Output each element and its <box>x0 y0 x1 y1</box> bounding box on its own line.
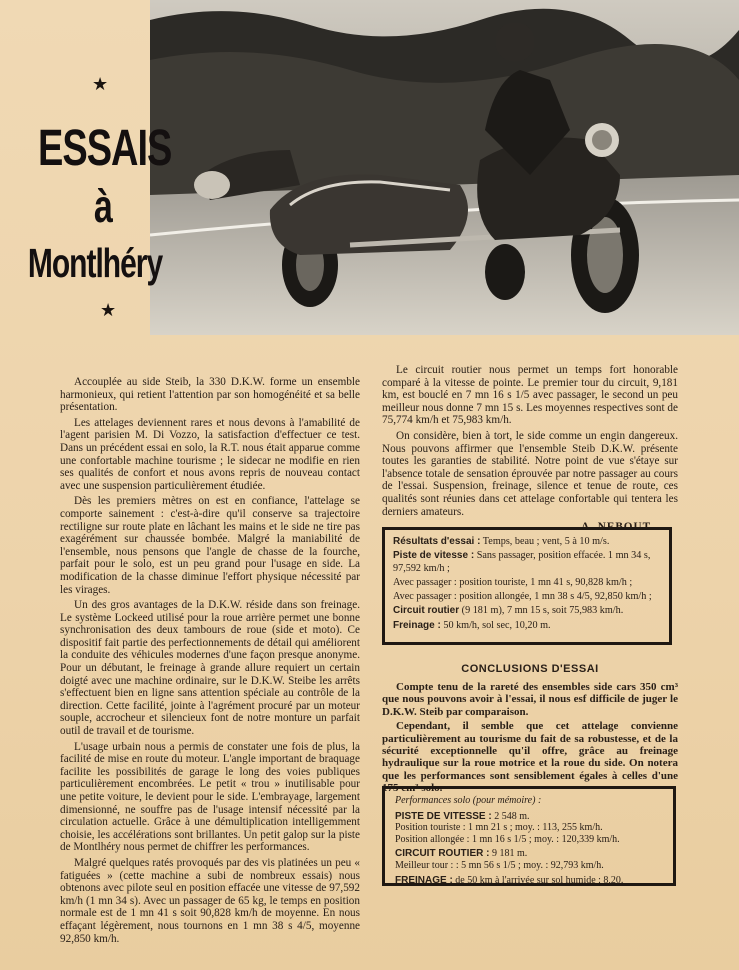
result-row: Freinage : 50 km/h, sol sec, 10,20 m. <box>393 619 551 631</box>
star-icon: ★ <box>92 74 109 95</box>
paragraph: Cependant, il semble que cet attelage convienne particulièrement au tourisme du fait de sa robustesse, et de la sécurité exceptionnelle qu'il offre, grâce au freinage hydraulique sur la roue motrice et la roue du side. On notera que les performances sont sensiblement égales à celles d'une 175 cm³ solo. <box>382 720 678 795</box>
paragraph: Dès les premiers mètres on est en confiance, l'attelage se comporte sainement : c'est-à-dire qu'il conserve sa trajectoire rectiligne sur route plate en lâchant les mains et le side ne tire pas exagérément sur chaussée bombée. Malgré la maniabilité de l'ensemble, nous pensons que l'angle de chasse de la fourche, parfait pour le solo, est un peu grand pour l'usage en side. La modification de la chasse diminue l'effort physique nécessité par les virages. <box>60 495 360 596</box>
paragraph: Un des gros avantages de la D.K.W. réside dans son freinage. Le système Lockeed utilisé pour la roue arrière permet une bonne synchronisation des deux tambours de roue (side et moto). Ce dispositif fait partie des perfectionnements de détail qui améliorent la conduite des véhicules modernes d'une façon presque anonyme. Pour un débutant, le freinage à grande allure requiert un certain doigté avec une machine ordinaire, sur le D.K.W. Steibe les arrêts s'effectuent bien en ligne sans attention spéciale au contrôle de la direction. Cette facilité, jointe à l'agrément procuré par un moteur souple, accrocheur et silencieux font de notre monture un parfait outil de travail et de tourisme. <box>60 599 360 738</box>
conclusions-title: CONCLUSIONS D'ESSAI <box>461 663 599 675</box>
article-left-column <box>60 376 360 948</box>
solo-box-heading: Performances solo (pour mémoire) : <box>395 795 542 806</box>
title-line-1: ESSAIS <box>38 120 172 178</box>
article-right-column <box>382 364 678 537</box>
paragraph: On considère, bien à tort, le side comme un engin dangereux. Nous pouvons affirmer que l'ensemble Steib D.K.W. présente toutes les garanties de stabilité. Notre point de vue s'étaye sur l'absence totale de sensation éprouvée par notre passager au cours de l'essai. Suspension, freinage, silence et tenue de route, ces qualités sont réunies dans cet attelage confortable qui tentera les derniers amateurs. <box>382 429 678 518</box>
paragraph: Le circuit routier nous permet un temps fort honorable comparé à la vitesse de pointe. Le premier tour du circuit, 9,181 km, est bouclé en 7 mn 16 s 1/5 avec passager, le second un peu meilleur nous donne 7 mn 15 s. Les moyennes respectives sont de 75,774 km/h et 75,983 km/h. <box>382 364 678 427</box>
title-line-3: Montlhéry <box>27 242 163 287</box>
paragraph: L'usage urbain nous a permis de constater une fois de plus, la facilité de mise en route du moteur. L'angle important de braquage facilite les possibilités de garage le long des voies publiques particulièrement encombrées. Le petit « trou » inutilisable pour une petite voiture, le devient pour le side. L'embrayage, largement dimensionné, ne souffre pas de l'usage intensif nécessité par la circulation actuelle. Grâce à une démultiplication intelligemment choisie, les accélérations sont brillantes. Un petit galop sur la piste de Montlhéry nous permet de chiffrer les performances. <box>60 740 360 854</box>
page-title <box>27 120 172 294</box>
conclusions-text <box>382 681 678 797</box>
results-box <box>382 527 672 645</box>
paragraph: Les attelages deviennent rares et nous devons à l'amabilité de l'agent parisien M. Di Vozzo, la satisfaction d'effectuer ce test. Dans un précédent essai en solo, la R.T. nous était apparue comme une confortable machine tourisme ; le sidecar ne modifie en rien ses qualités de confort et nous avons repris de nouveau contact avec une suspension particulièrement étudiée. <box>60 416 360 492</box>
result-row: Circuit routier (9 181 m), 7 mn 15 s, soit 75,983 km/h. <box>393 605 624 617</box>
result-row: Piste de vitesse : Sans passager, position effacée. 1 mn 34 s, 97,592 km/h ; <box>393 550 651 574</box>
paragraph: Malgré quelques ratés provoqués par des vis platinées un peu « fatiguées » (cette machine a subi de nombreux essais) nous obtenons avec pilote seul en position effacée une vitesse de 97,592 km/h (1 mn 34 s). Avec un passager de 65 kg, le temps en position normale est de 1 mn 41 s soit 90,828 km/h de moyenne. En nous effaçant légèrement, nous tournons en 1 mn 38 s 4/5, moyenne 92,850 km/h. <box>60 856 360 945</box>
result-row: Résultats d'essai : Temps, beau ; vent, 5 à 10 m/s. <box>393 536 610 547</box>
paragraph: Accouplée au side Steib, la 330 D.K.W. forme un ensemble harmonieux, qui retient l'attention par son homogénéité et sa belle présentation. <box>60 376 360 414</box>
solo-performance-box: Performances solo (pour mémoire) : PISTE DE VITESSE : 2 548 m. Position touriste : 1 mn 21 s ; moy. : 113, 255 km/h. Position allongée : 1 mn 16 s 1/5 ; moy. : 120,339 km/h. CIRCUIT ROUTIER : 9 181 m. Meilleur tour : : 5 mn 56 s 1/5 ; moy. : 92,793 km/h. FREINAGE : de 50 km à l'arrivée sur sol humide : 8,20. <box>382 786 676 886</box>
star-icon: ★ <box>100 300 117 321</box>
paragraph: Compte tenu de la rareté des ensembles side cars 350 cm³ que nous pouvons avoir à l'essai, il nous esf difficile de juger le D.K.W. Steib par comparaison. <box>382 681 678 718</box>
sidecar-photo-icon <box>150 0 739 335</box>
result-row: Avec passager : position allongée, 1 mn 38 s 4/5, 92,850 km/h ; <box>393 591 652 603</box>
result-row: Avec passager : position touriste, 1 mn 41 s, 90,828 km/h ; <box>393 576 633 588</box>
author-signature: A. NEBOUT. <box>581 521 654 534</box>
sidecar-photo <box>150 0 739 335</box>
title-line-2: à <box>94 181 112 233</box>
